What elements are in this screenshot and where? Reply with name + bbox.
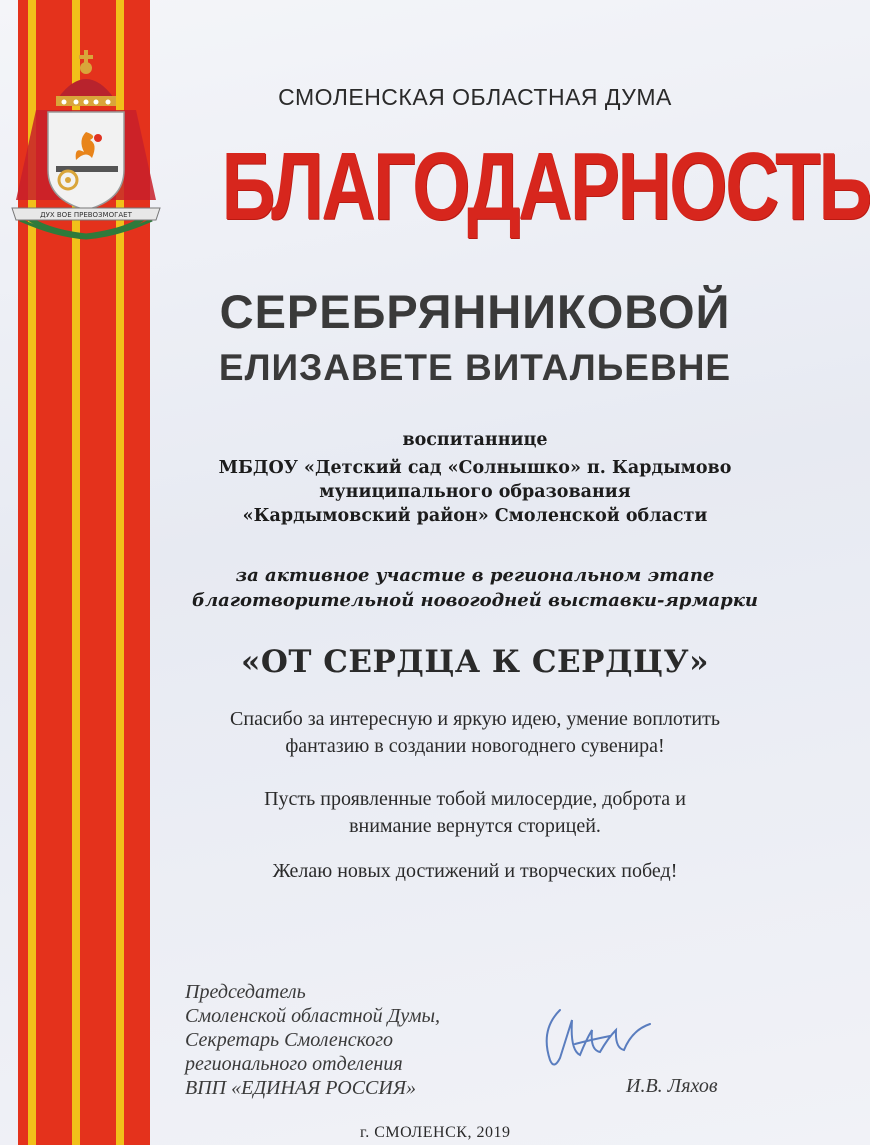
recipient-given-names: ЕЛИЗАВЕТЕ ВИТАЛЬЕВНЕ [218, 347, 732, 388]
recipient-surname: СЕРЕБРЯННИКОВОЙ [219, 285, 731, 338]
wish-line-2: внимание вернутся сторицей. [349, 815, 601, 837]
coat-of-arms-icon [6, 40, 166, 240]
signatory-line-2: Смоленской областной Думы, [185, 1005, 441, 1027]
signatory-line-4: регионального отделения [185, 1053, 403, 1075]
reason-line-1: за активное участие в региональном этапе [235, 565, 715, 586]
signatory-line-3: Секретарь Смоленского [185, 1029, 394, 1051]
wish-paragraph [150, 786, 800, 840]
motto-text: ДУХ ВОЕ ПРЕВОЗМОГАЕТ [40, 211, 132, 219]
organization-heading: СМОЛЕНСКАЯ ОБЛАСТНАЯ ДУМА [278, 84, 672, 110]
signatory-line-1: Председатель [185, 981, 306, 1003]
reason-text [150, 563, 800, 613]
signatory-line-5: ВПП «ЕДИНАЯ РОССИЯ» [185, 1077, 416, 1099]
place-and-date: г. СМОЛЕНСК, 2019 [360, 1124, 511, 1141]
closing-wish: Желаю новых достижений и творческих побед! [272, 860, 678, 882]
event-name: «ОТ СЕРДЦА К СЕРДЦУ» [240, 644, 710, 680]
thanks-line-2: фантазию в создании новогоднего сувенира! [285, 735, 665, 757]
thanks-line-1: Спасибо за интересную и яркую идею, умение воплотить [230, 708, 720, 730]
reason-line-2: благотворительной новогодней выставки-ярмарки [192, 590, 758, 611]
org-line-1: МБДОУ «Детский сад «Солнышко» п. Кардымово [218, 458, 732, 478]
recipient-organization [150, 456, 800, 528]
crown-icon [56, 50, 116, 106]
document-title: БЛАГОДАРНОСТЬ [221, 133, 870, 240]
signatory-title [185, 980, 505, 1100]
org-line-2: муниципального образования [319, 482, 631, 502]
recipient-role: воспитаннице [402, 430, 548, 450]
signer-name: И.В. Ляхов [626, 1075, 718, 1097]
org-line-3: «Кардымовский район» Смоленской области [242, 506, 708, 526]
wish-line-1: Пусть проявленные тобой милосердие, доброта и [264, 788, 686, 810]
thanks-paragraph [150, 706, 800, 760]
